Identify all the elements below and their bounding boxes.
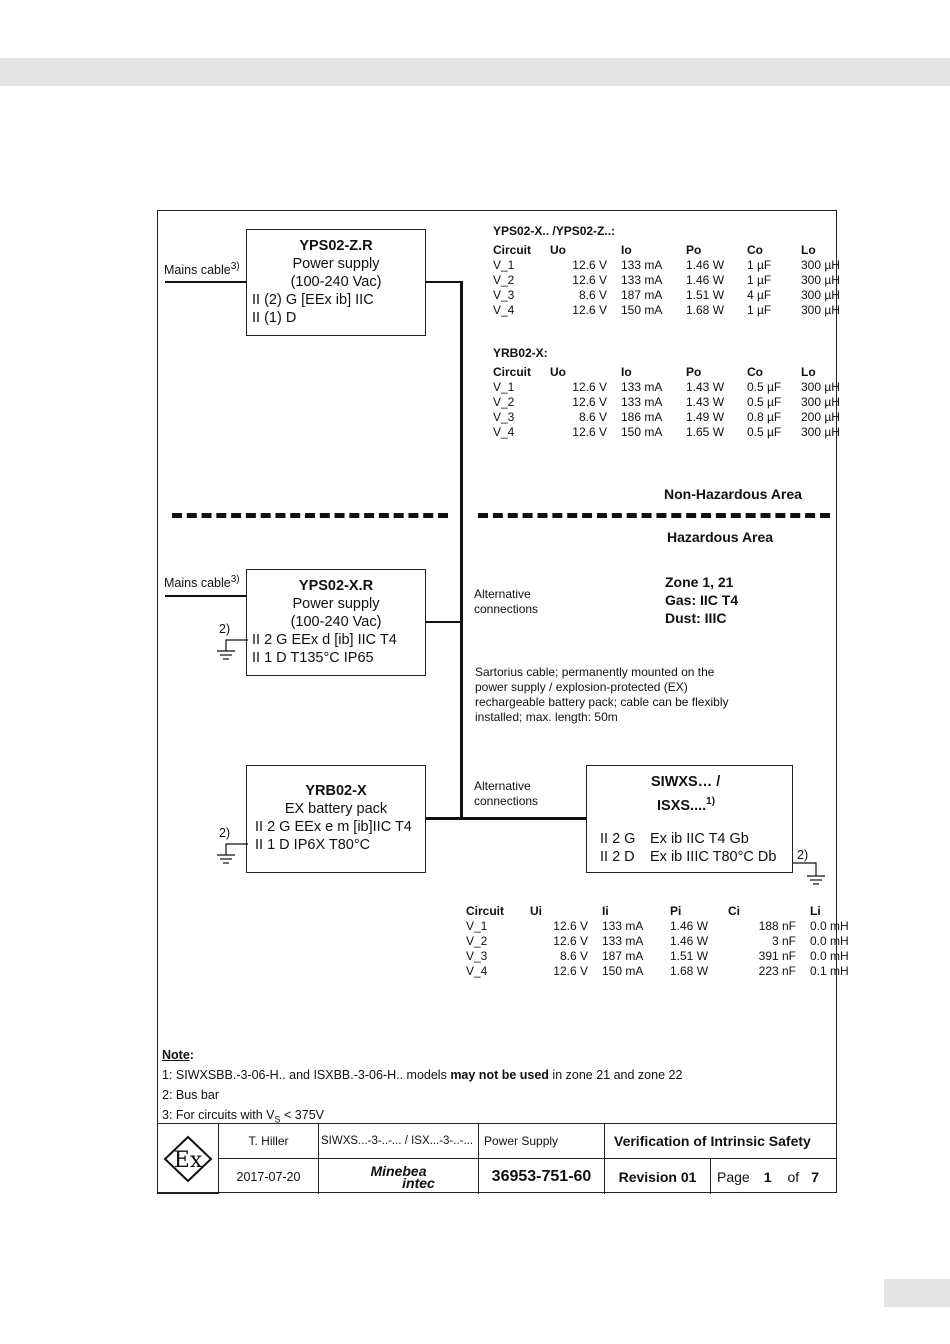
- table-cell: 187 mA: [621, 288, 663, 302]
- table-cell: V_4: [493, 303, 515, 317]
- siwxs-line1b: Ex ib IIC T4 Gb: [650, 831, 749, 847]
- table-cell: 12.6 V: [553, 934, 588, 948]
- page-tab: [884, 1279, 950, 1307]
- mains-cable-label-mid: Mains cable$^{3)}$: [164, 574, 240, 591]
- table-cell: 133 mA: [621, 258, 663, 272]
- brand-cell: [319, 1159, 479, 1194]
- table-row: [493, 303, 851, 318]
- table-row: [493, 425, 851, 440]
- table-cell: 0.0 mH: [810, 934, 849, 948]
- notes-title: Note: [162, 1048, 190, 1062]
- table-row: [466, 949, 860, 964]
- author-cell: T. Hiller: [219, 1124, 319, 1159]
- table-cell: 391 nF: [758, 949, 796, 963]
- table-cell: V_3: [466, 949, 488, 963]
- table-cell: 1.46 W: [670, 934, 709, 948]
- table-cell: 12.6 V: [553, 964, 588, 978]
- yps02x-line3: II 2 G EEx d [ib] IIC T4: [252, 632, 397, 648]
- table-cell: 12.6 V: [553, 919, 588, 933]
- date-cell: 2017-07-20: [219, 1159, 319, 1194]
- brand-name-1: Minebea: [370, 1162, 427, 1179]
- table-cell: V_1: [466, 919, 488, 933]
- bus-vertical: [460, 281, 463, 819]
- table-cell: 1 µF: [747, 258, 772, 272]
- zone-info: [665, 573, 738, 627]
- doc-title-cell: Verification of Intrinsic Safety: [605, 1124, 837, 1159]
- table-header-cell: Io: [621, 243, 632, 257]
- table-header-cell: Io: [621, 365, 632, 379]
- table-cell: 150 mA: [602, 964, 644, 978]
- table-cell: 12.6 V: [572, 303, 607, 317]
- table-row: [493, 288, 851, 303]
- table-cell: 1.68 W: [670, 964, 709, 978]
- table-cell: 186 mA: [621, 410, 663, 424]
- table-cell: 12.6 V: [572, 395, 607, 409]
- alternative-connections-bottom: Alternative connections: [474, 779, 539, 808]
- table-cell: 133 mA: [621, 380, 663, 394]
- siwxs-name2: ISXS....: [657, 797, 707, 814]
- table-yps02-title: YPS02-X.. /YPS02-Z..:: [493, 224, 616, 238]
- table-cell: 133 mA: [602, 919, 644, 933]
- table-siwxs-grid: [466, 904, 860, 979]
- brand-name-2: intec: [402, 1174, 435, 1191]
- table-cell: 0.5 µF: [747, 380, 782, 394]
- dust-label: Dust: IIIC: [665, 610, 727, 626]
- table-header-cell: Lo: [801, 243, 816, 257]
- table-cell: V_1: [493, 258, 515, 272]
- table-cell: 3 nF: [771, 934, 796, 948]
- table-cell: 1.46 W: [686, 273, 725, 287]
- table-row: [493, 395, 851, 410]
- table-header-cell: Circuit: [466, 904, 505, 918]
- table-header-cell: Po: [686, 243, 702, 257]
- area-boundary-right: [478, 513, 830, 518]
- table-row: [493, 380, 851, 395]
- siwxs-line2a: II 2 D: [600, 849, 635, 865]
- gas-label: Gas: IIC T4: [665, 592, 739, 608]
- table-cell: 4 µF: [747, 288, 772, 302]
- yps02x-line4: II 1 D T135°C IP65: [252, 650, 374, 666]
- table-header-cell: Co: [747, 365, 763, 379]
- table-row: [493, 258, 851, 273]
- siwxs-line2b: Ex ib IIIC T80°C Db: [650, 849, 777, 865]
- table-cell: 1.65 W: [686, 425, 725, 439]
- title-block: [157, 1123, 837, 1194]
- table-cell: 187 mA: [602, 949, 644, 963]
- yps02z-line2: (100-240 Vac): [290, 274, 382, 290]
- table-cell: 1.46 W: [670, 919, 709, 933]
- table-cell: 1 µF: [747, 303, 772, 317]
- yps02z-line3: II (2) G [EEx ib] IIC: [252, 292, 374, 308]
- notes: Note: 1: SIWXSBB.-3-06-H.. and ISXBB.-3-06-H.. models may not be used in zone 21 and zone 22 2: Bus bar 3: For circuits with $V_S < 375V$: [162, 1045, 682, 1130]
- hazardous-area-label: Hazardous Area: [667, 529, 774, 545]
- table-cell: 8.6 V: [578, 410, 607, 424]
- table-row: [466, 964, 860, 979]
- table-cell: 300 µH: [801, 303, 840, 317]
- yps02x-line1: Power supply: [292, 596, 380, 612]
- table-cell: 223 nF: [758, 964, 796, 978]
- table-cell: 1.46 W: [686, 258, 725, 272]
- table-cell: 0.5 µF: [747, 395, 782, 409]
- table-row: [493, 410, 851, 425]
- doc-number-cell: 36953-751-60: [479, 1159, 605, 1194]
- siwxs-sup: 1): [706, 796, 716, 807]
- table-cell: 1 µF: [747, 273, 772, 287]
- yrb02x-name: YRB02-X: [305, 783, 367, 799]
- table-siwxs: [466, 904, 860, 979]
- table-cell: 200 µH: [801, 410, 840, 424]
- table-cell: V_2: [493, 273, 515, 287]
- table-cell: 12.6 V: [572, 380, 607, 394]
- table-header-cell: Circuit: [493, 365, 532, 379]
- table-header-cell: Ci: [728, 904, 740, 918]
- table-header-cell: Lo: [801, 365, 816, 379]
- busbar-note-ref-3: 2): [797, 848, 809, 862]
- ground-symbol-icon: [215, 843, 249, 867]
- table-row: [493, 273, 851, 288]
- table-cell: 12.6 V: [572, 258, 607, 272]
- table-cell: 1.43 W: [686, 380, 725, 394]
- table-cell: 300 µH: [801, 258, 840, 272]
- table-cell: 1.43 W: [686, 395, 725, 409]
- table-header-cell: Uo: [550, 365, 566, 379]
- yps02z-name: YPS02-Z.R: [299, 238, 373, 254]
- zone-label: Zone 1, 21: [665, 574, 734, 590]
- table-header-cell: Li: [810, 904, 821, 918]
- box-yps02-x: [246, 569, 426, 676]
- yrb02x-line2: II 2 G EEx e m [ib]IIC T4: [255, 819, 412, 835]
- yrb02x-line1: EX battery pack: [284, 801, 388, 817]
- table-cell: 0.8 µF: [747, 410, 782, 424]
- table-cell: 133 mA: [621, 273, 663, 287]
- table-cell: 150 mA: [621, 303, 663, 317]
- table-cell: V_2: [493, 395, 515, 409]
- table-row: [466, 919, 860, 934]
- table-yps02: [493, 224, 851, 318]
- yps02z-line4: II (1) D: [252, 310, 297, 326]
- ground-symbol-icon: [215, 639, 249, 663]
- table-yrb02-grid: [493, 365, 851, 440]
- area-boundary-left: [172, 513, 448, 518]
- yrb02x-line3: II 1 D IP6X T80°C: [255, 837, 371, 853]
- siwxs-name1: SIWXS… /: [651, 774, 721, 790]
- table-cell: V_1: [493, 380, 515, 394]
- ground-symbol-icon: [792, 862, 826, 888]
- table-cell: V_3: [493, 288, 515, 302]
- alternative-connections-top: Alternative connections: [474, 587, 539, 616]
- table-yrb02-title: YRB02-X:: [493, 346, 548, 360]
- table-cell: V_3: [493, 410, 515, 424]
- link-mid: [426, 621, 462, 623]
- page-number: 1: [763, 1168, 772, 1185]
- table-cell: 133 mA: [621, 395, 663, 409]
- yps02x-line2: (100-240 Vac): [290, 614, 382, 630]
- box-yrb02-x: [246, 765, 426, 873]
- mains-cable-line-top: [165, 281, 247, 283]
- page-total: 7: [811, 1168, 819, 1185]
- table-header-cell: Uo: [550, 243, 566, 257]
- link-bottom: [426, 817, 587, 820]
- yps02x-name: YPS02-X.R: [298, 578, 374, 594]
- table-cell: 0.5 µF: [747, 425, 782, 439]
- table-yps02-grid: [493, 243, 851, 318]
- yps02z-line1: Power supply: [292, 256, 380, 272]
- ex-hexagon-icon: [162, 1135, 214, 1183]
- siwxs-line1a: II 2 G: [600, 831, 636, 847]
- table-header-cell: Po: [686, 365, 702, 379]
- table-header-cell: Co: [747, 243, 763, 257]
- non-hazardous-area-label: Non-Hazardous Area: [664, 486, 802, 502]
- page-cell: Page 1 of 7: [717, 1168, 819, 1185]
- table-header-cell: Ii: [602, 904, 609, 918]
- table-cell: 8.6 V: [559, 949, 588, 963]
- table-cell: V_4: [493, 425, 515, 439]
- table-header-cell: Pi: [670, 904, 682, 918]
- cable-description: Sartorius cable; permanently mounted on the power supply / explosion-protected (EX) rechargeable battery pack; cable can be flexibly installed; max. length: 50m: [475, 665, 729, 724]
- table-yrb02: [493, 346, 851, 440]
- table-cell: 8.6 V: [578, 288, 607, 302]
- table-cell: 1.68 W: [686, 303, 725, 317]
- box-siwxs: [586, 765, 793, 873]
- table-cell: V_4: [466, 964, 488, 978]
- note-1: 1: SIWXSBB.-3-06-H.. and ISXBB.-3-06-H.. models may not be used in zone 21 and zone 22: [162, 1068, 683, 1082]
- models-cell: SIWXS...-3-..-... / ISX...-3-..-...: [319, 1124, 479, 1159]
- table-cell: 300 µH: [801, 425, 840, 439]
- revision-cell: Revision 01: [605, 1159, 711, 1194]
- table-cell: 12.6 V: [572, 273, 607, 287]
- svg-text:Ex: Ex: [173, 1147, 202, 1173]
- table-cell: 133 mA: [602, 934, 644, 948]
- table-header-cell: Circuit: [493, 243, 532, 257]
- link-top: [426, 281, 462, 283]
- note-3: 3: For circuits with $V_S < 375V$: [162, 1108, 324, 1125]
- table-cell: 300 µH: [801, 288, 840, 302]
- table-cell: 300 µH: [801, 380, 840, 394]
- table-cell: 300 µH: [801, 395, 840, 409]
- busbar-note-ref-2: 2): [219, 826, 231, 840]
- note-2: 2: Bus bar: [162, 1088, 219, 1102]
- box-yps02-z: [246, 229, 426, 336]
- table-cell: 1.51 W: [670, 949, 709, 963]
- table-cell: 0.1 mH: [810, 964, 849, 978]
- table-cell: 12.6 V: [572, 425, 607, 439]
- mains-cable-line-mid: [165, 595, 247, 597]
- table-cell: 0.0 mH: [810, 949, 849, 963]
- table-cell: 1.49 W: [686, 410, 725, 424]
- table-header-cell: Ui: [530, 904, 542, 918]
- table-cell: 1.51 W: [686, 288, 725, 302]
- table-cell: 300 µH: [801, 273, 840, 287]
- product-cell: Power Supply: [479, 1124, 605, 1159]
- table-cell: 188 nF: [758, 919, 796, 933]
- table-row: [466, 934, 860, 949]
- busbar-note-ref-1: 2): [219, 622, 231, 636]
- table-cell: V_2: [466, 934, 488, 948]
- ex-logo-cell: [157, 1124, 219, 1194]
- table-cell: 0.0 mH: [810, 919, 849, 933]
- table-cell: 150 mA: [621, 425, 663, 439]
- mains-cable-label-top: Mains cable$^{3)}$: [164, 261, 240, 278]
- top-bar: [0, 58, 950, 86]
